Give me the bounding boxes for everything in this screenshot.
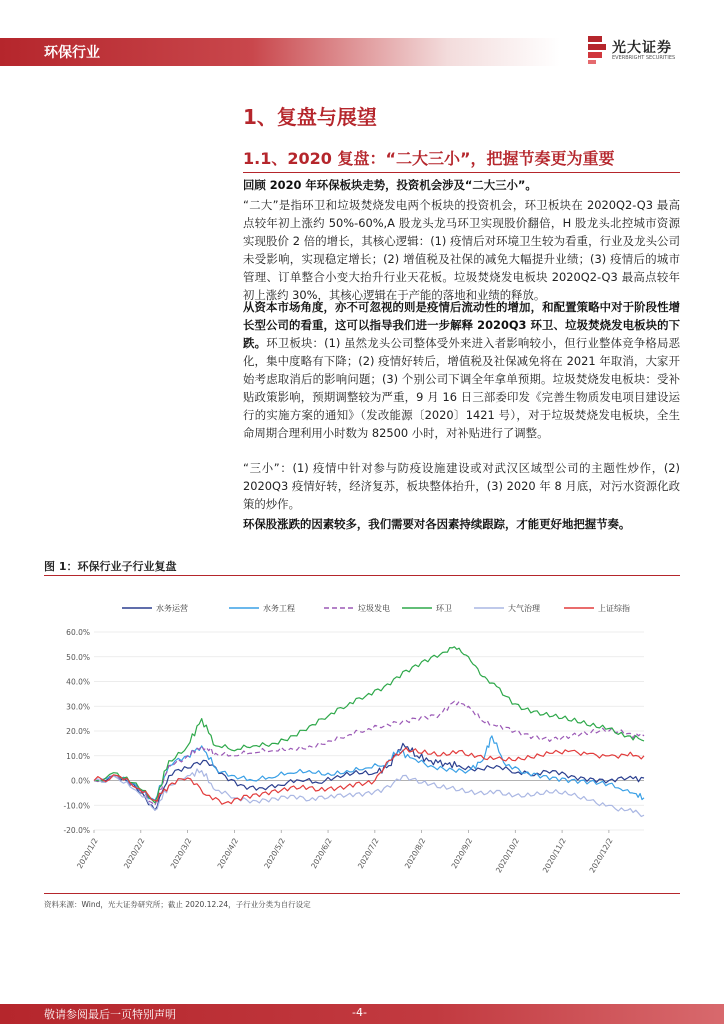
paragraph-two-big: “二大”是指环卫和垃圾焚烧发电两个板块的投资机会，环卫板块在 2020Q2-Q3 最高点较年初上涨约 50%-60%,A 股龙头龙马环卫实现股价翻倍，H 股龙头北控城市资源实现股价 2 倍的增长，其核心逻辑：(1) 疫情后对环境卫生较为看重，行业及龙头公司未受影响，实现稳定增长；(2) 增值税及社保的减免大幅提升业绩；(3) 疫情后的城市管理、订单整合小变大抬升行业天花板。垃圾焚烧发电板块 2020Q2-Q3 最高点较年初上涨约 30%，其核心逻辑在于产能的落地和业绩的释放。 — [243, 198, 680, 302]
paragraph-capital-market-rest: 环卫板块：(1) 虽然龙头公司整体受外来进入者影响较小，但行业整体竞争格局恶化，集中度略有下降；(2) 疫情好转后，增值税及社保减免将在 2021 年取消，大家开始考虑取消后的影响问题；(3) 个别公司下调全年拿单预期。垃圾焚烧发电板块：受补贴政策影响，预期调整较为严重，9 月 16 日三部委印发《完善生物质发电项目建设运行的实施方案的通知》（发改能源〔2020〕1421 号），对于垃圾焚烧发电板块，全生命周期合理利用小时数为 82500 小时，对补贴进行了调整。 — [243, 336, 680, 440]
x-tick-label: 2020/9/2 — [449, 836, 475, 871]
x-tick-label: 2020/11/2 — [540, 836, 568, 875]
x-tick-label: 2020/3/2 — [168, 836, 194, 871]
x-tick-label: 2020/6/2 — [309, 836, 334, 871]
line-chart — [44, 590, 680, 886]
y-tick-label: 30.0% — [66, 702, 90, 712]
y-axis-ticks — [63, 628, 90, 835]
y-tick-label: 40.0% — [66, 677, 90, 687]
logo-en: EVERBRIGHT SECURITIES — [612, 55, 676, 61]
footer-disclaimer-link[interactable]: 敬请参阅最后一页特别声明 — [44, 1008, 176, 1021]
chart-series — [94, 647, 644, 817]
y-tick-label: -20.0% — [63, 826, 90, 835]
y-tick-label: 10.0% — [66, 751, 90, 761]
series-line-4 — [94, 769, 644, 817]
figure-source: 资料来源：Wind，光大证券研究所；截止 2020.12.24，子行业分类为自行设定 — [44, 900, 311, 909]
figure-title: 图 1：环保行业子行业复盘 — [44, 560, 177, 573]
company-logo — [586, 34, 686, 68]
legend-label-2: 垃圾发电 — [358, 604, 390, 613]
x-tick-label: 2020/7/2 — [355, 836, 381, 871]
series-line-1 — [94, 736, 644, 800]
figure-top-rule — [44, 575, 680, 576]
x-axis-ticks — [75, 830, 615, 874]
legend-label-4: 大气治理 — [508, 604, 540, 613]
x-tick-label: 2020/12/2 — [587, 836, 615, 875]
logo-mark-icon — [586, 36, 608, 64]
x-tick-label: 2020/2/2 — [121, 836, 147, 871]
section-title: 1、复盘与展望 — [243, 105, 377, 129]
y-tick-label: 60.0% — [66, 628, 90, 637]
paragraph-conclusion: 环保股涨跌的因素较多，我们需要对各因素持续跟踪，才能更好地把握节奏。 — [243, 517, 631, 531]
legend-label-5: 上证综指 — [598, 604, 630, 613]
sector-label: 环保行业 — [44, 45, 100, 61]
legend-label-0: 水务运营 — [156, 604, 188, 613]
x-tick-label: 2020/5/2 — [262, 836, 287, 871]
y-tick-label: -10.0% — [63, 801, 90, 811]
paragraph-capital-market — [243, 298, 680, 442]
chart-legend — [122, 603, 630, 613]
y-tick-label: 20.0% — [66, 727, 90, 736]
figure-bottom-rule — [44, 893, 680, 894]
paragraph-capital-market-bold: 从资本市场角度，亦不可忽视的则是疫情后流动性的增加，和配置策略中对于阶段性增长型公司的看重，这可以指导我们进一步解释 2020Q3 环卫、垃圾焚烧发电板块的下跌。 — [243, 300, 680, 350]
legend-label-3: 环卫 — [436, 604, 452, 613]
y-tick-label: 0.0% — [70, 776, 90, 786]
paragraph-lead: 回顾 2020 年环保板块走势，投资机会涉及“二大三小”。 — [243, 178, 537, 192]
x-tick-label: 2020/8/2 — [402, 836, 428, 871]
x-tick-label: 2020/4/2 — [215, 836, 241, 871]
y-tick-label: 50.0% — [66, 652, 90, 662]
page-number: -4- — [352, 1006, 367, 1019]
legend-label-1: 水务工程 — [263, 604, 295, 613]
x-tick-label: 2020/1/2 — [75, 836, 100, 871]
x-tick-label: 2020/10/2 — [493, 836, 522, 875]
chart-grid — [94, 632, 644, 830]
title-divider — [243, 172, 680, 173]
paragraph-three-small: “三小”：(1) 疫情中针对参与防疫设施建设或对武汉区域型公司的主题性炒作，(2) 2020Q3 疫情好转，经济复苏，板块整体抬升，(3) 2020 年 8 月底，对污水资源化政策的炒作。 — [243, 461, 680, 511]
logo-name: 光大证券 — [612, 40, 672, 56]
sub-title: 1.1、2020 复盘：“二大三小”，把握节奏更为重要 — [243, 149, 615, 168]
